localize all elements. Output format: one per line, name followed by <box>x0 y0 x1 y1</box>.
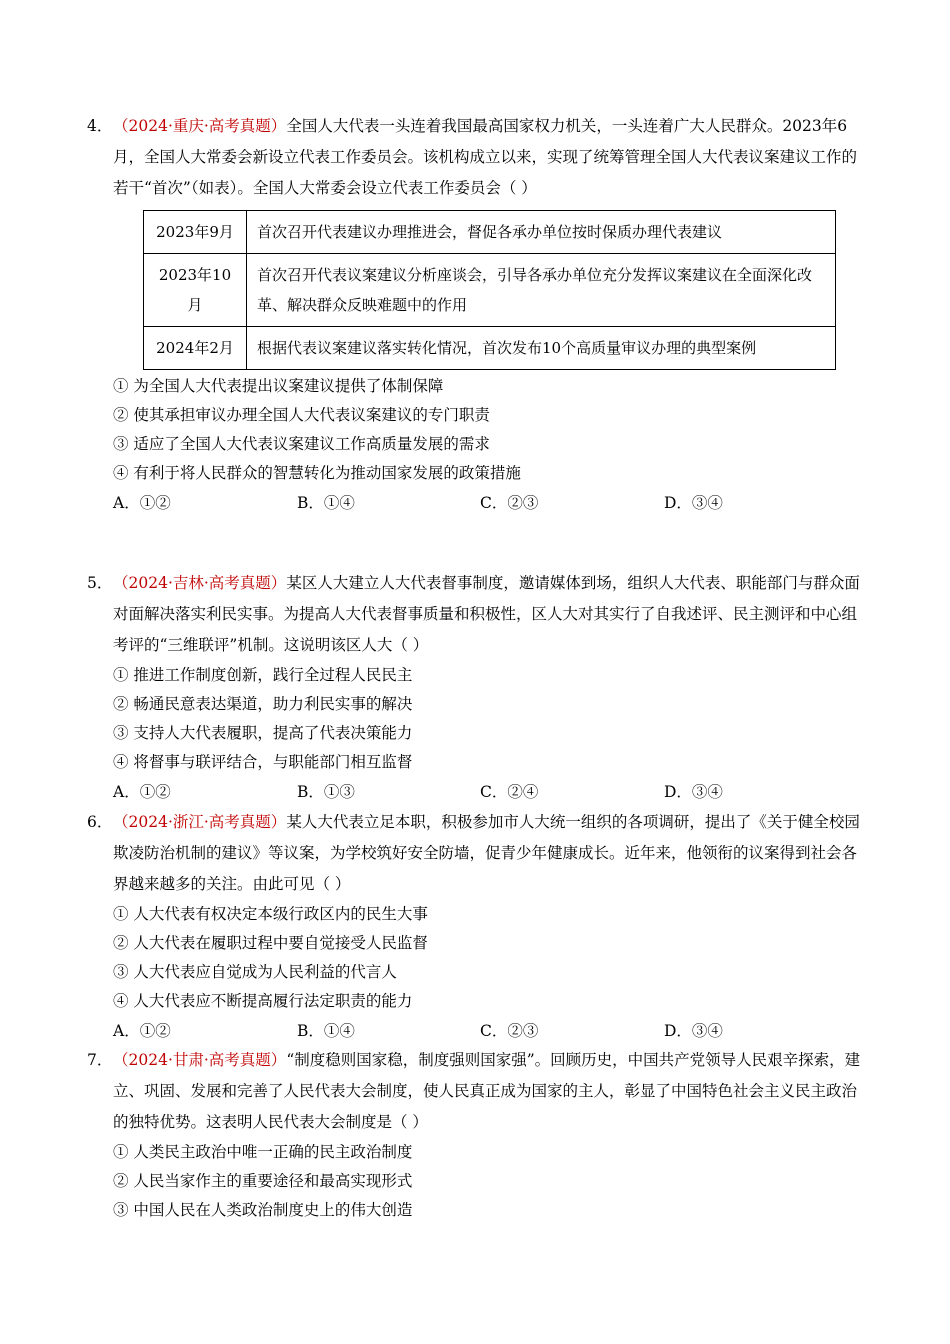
choice-a[interactable]: A．①② <box>113 1022 171 1040</box>
question-source: （2024·吉林·高考真题） <box>113 574 287 592</box>
question-number: 4． <box>87 117 113 135</box>
option-2: ② 使其承担审议办理全国人大代表议案建议的专门职责 <box>113 406 490 424</box>
choice-b[interactable]: B．①④ <box>297 1022 355 1040</box>
question-number: 7． <box>87 1051 113 1069</box>
question-stem <box>87 807 867 900</box>
question-source: （2024·浙江·高考真题） <box>113 813 287 831</box>
option-2: ② 畅通民意表达渠道，助力利民实事的解决 <box>113 695 413 713</box>
table-row <box>144 327 836 370</box>
answer-choices <box>87 488 867 518</box>
question-source: （2024·甘肃·高考真题） <box>113 1051 287 1069</box>
option-3: ③ 人大代表应自觉成为人民利益的代言人 <box>113 963 397 981</box>
choice-d[interactable]: D．③④ <box>664 1022 723 1040</box>
question-stem <box>87 568 867 661</box>
option-4: ④ 将督事与联评结合，与职能部门相互监督 <box>113 753 413 771</box>
question-source: （2024·重庆·高考真题） <box>113 117 287 135</box>
option-2: ② 人民当家作主的重要途径和最高实现形式 <box>113 1172 413 1190</box>
table-text: 首次召开代表建议办理推进会，督促各承办单位按时保质办理代表建议 <box>247 211 836 254</box>
table-date: 2023年9月 <box>144 211 247 254</box>
option-3: ③ 支持人大代表履职，提高了代表决策能力 <box>113 724 413 742</box>
question-stem <box>87 1045 867 1138</box>
question-7 <box>87 1045 867 1225</box>
choice-d[interactable]: D．③④ <box>664 494 723 512</box>
answer-choices <box>87 1016 867 1046</box>
choice-c[interactable]: C．②③ <box>480 1022 539 1040</box>
info-table <box>143 210 836 370</box>
option-4: ④ 有利于将人民群众的智慧转化为推动国家发展的政策措施 <box>113 464 521 482</box>
answer-choices <box>87 777 867 807</box>
option-4: ④ 人大代表应不断提高履行法定职责的能力 <box>113 992 413 1010</box>
table-row <box>144 211 836 254</box>
question-text: “制度稳则国家稳，制度强则国家强”。回顾历史，中国共产党领导人民艰辛探索，建立、巩固、发展和完善了人民代表大会制度，使人民真正成为国家的主人，彰显了中国特色社会主义民主政治的独特优势。这表明人民代表大会制度是（ ） <box>113 1051 861 1131</box>
choice-c[interactable]: C．②④ <box>480 783 539 801</box>
choice-d[interactable]: D．③④ <box>664 783 723 801</box>
question-number: 5． <box>87 574 113 592</box>
question-number: 6． <box>87 813 113 831</box>
choice-b[interactable]: B．①④ <box>297 494 355 512</box>
option-3: ③ 适应了全国人大代表议案建议工作高质量发展的需求 <box>113 435 490 453</box>
option-1: ① 人类民主政治中唯一正确的民主政治制度 <box>113 1143 413 1161</box>
choice-c[interactable]: C．②③ <box>480 494 539 512</box>
table-date: 2024年2月 <box>144 327 247 370</box>
table-text: 首次召开代表议案建议分析座谈会，引导各承办单位充分发挥议案建议在全面深化改革、解决群众反映难题中的作用 <box>247 254 836 327</box>
question-text: 某区人大建立人大代表督事制度，邀请媒体到场，组织人大代表、职能部门与群众面对面解决落实利民实事。为提高人大代表督事质量和积极性，区人大对其实行了自我述评、民主测评和中心组考评的“三维联评”机制。这说明该区人大（ ） <box>113 574 860 654</box>
option-1: ① 人大代表有权决定本级行政区内的民生大事 <box>113 905 428 923</box>
option-1: ① 推进工作制度创新，践行全过程人民民主 <box>113 666 413 684</box>
choice-b[interactable]: B．①③ <box>297 783 355 801</box>
option-1: ① 为全国人大代表提出议案建议提供了体制保障 <box>113 377 444 395</box>
table-date: 2023年10月 <box>144 254 247 327</box>
question-4 <box>87 111 867 518</box>
table-row <box>144 254 836 327</box>
question-text: 某人大代表立足本职，积极参加市人大统一组织的各项调研，提出了《关于健全校园欺凌防治机制的建议》等议案，为学校筑好安全防墙，促青少年健康成长。近年来，他领衔的议案得到社会各界越来越多的关注。由此可见（ ） <box>113 813 860 893</box>
question-stem <box>87 111 867 204</box>
table-text: 根据代表议案建议落实转化情况，首次发布10个高质量审议办理的典型案例 <box>247 327 836 370</box>
question-6 <box>87 807 867 1046</box>
question-text: 全国人大代表一头连着我国最高国家权力机关，一头连着广大人民群众。2023年6月，全国人大常委会新设立代表工作委员会。该机构成立以来，实现了统筹管理全国人大代表议案建议工作的若干“首次”（如表）。全国人大常委会设立代表工作委员会（ ） <box>113 117 858 197</box>
option-2: ② 人大代表在履职过程中要自觉接受人民监督 <box>113 934 428 952</box>
choice-a[interactable]: A．①② <box>113 783 171 801</box>
question-5 <box>87 568 867 807</box>
choice-a[interactable]: A．①② <box>113 494 171 512</box>
option-3: ③ 中国人民在人类政治制度史上的伟大创造 <box>113 1201 413 1219</box>
